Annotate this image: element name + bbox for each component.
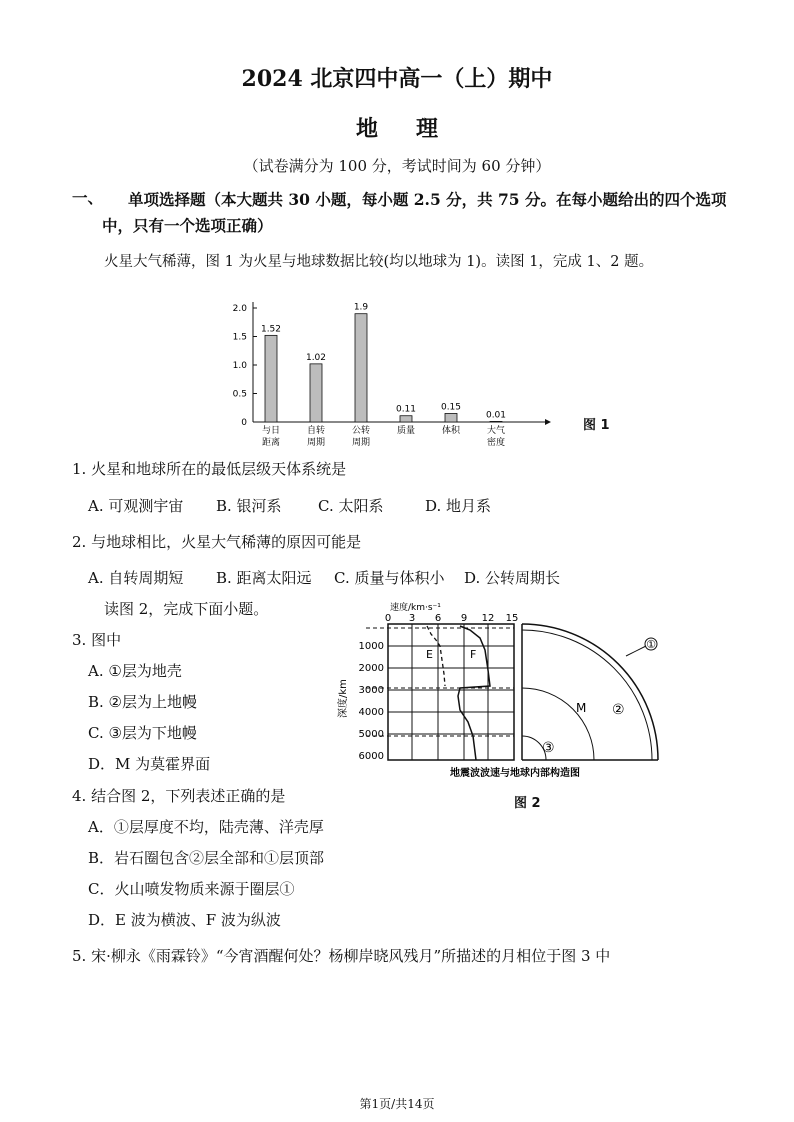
fig2-y-tick: 1000 (358, 641, 384, 652)
question-2-option-a[interactable]: A. 自转周期短 (88, 569, 184, 587)
question-3-option-b[interactable]: B. ②层为上地幔 (88, 693, 198, 711)
question-2-option-b[interactable]: B. 距离太阳远 (216, 569, 312, 587)
fig2-e-label: E (426, 648, 433, 661)
fig2-layer1-label: ① (646, 638, 656, 651)
fig1-category-label: 大气 (486, 426, 506, 436)
question-intro: 火星大气稀薄，图 1 为火星与地球数据比较(均以地球为 1)。读图 1，完成 1、2 题。 (104, 254, 654, 270)
fig1-y-tick-label: 0 (241, 418, 247, 428)
fig1-bar (445, 413, 457, 422)
fig1-bar-value-label: 0.15 (440, 402, 462, 413)
question-3-option-a[interactable]: A. ①层为地壳 (88, 662, 182, 680)
fig2-y-tick: 5000 (358, 729, 384, 740)
question-3-option-c[interactable]: C. ③层为下地幔 (88, 724, 197, 742)
fig2-y-tick: 4000 (358, 707, 384, 718)
fig1-bar-value-label: 0.11 (395, 404, 417, 415)
fig2-y-tick: 3000 (358, 685, 384, 696)
read-figure2-instruction: 读图 2，完成下面小题。 (104, 600, 269, 618)
fig1-bar (490, 421, 502, 422)
fig1-category-label: 体积 (441, 426, 461, 436)
fig1-bar (310, 364, 322, 422)
fig1-bar-value-label: 1.9 (353, 302, 369, 313)
paper-title: 2024 北京四中高一（上）期中 (241, 66, 553, 92)
question-4-option-b[interactable]: B．岩石圈包含②层全部和①层顶部 (88, 849, 325, 867)
question-5-stem: 5. 宋·柳永《雨霖铃》“今宵酒醒何处？杨柳岸晓风残月”所描述的月相位于图 3 中 (72, 947, 611, 965)
fig1-y-tick-label: 2.0 (232, 304, 247, 314)
fig1-category-label: 周期 (306, 438, 326, 448)
question-3-stem: 3. 图中 (72, 631, 122, 649)
figure1-caption: 图 1 (583, 418, 610, 433)
fig2-layer3-label: ③ (542, 740, 555, 756)
fig2-grid (388, 624, 514, 760)
fig2-layer2-label: ② (612, 702, 625, 718)
question-4-option-a[interactable]: A．①层厚度不均，陆壳薄、洋壳厚 (88, 818, 324, 836)
page-footer: 第1页/共14页 (359, 1097, 435, 1111)
fig2-x-tick: 15 (505, 613, 519, 624)
question-1-option-a[interactable]: A. 可观测宇宙 (88, 497, 184, 515)
fig1-bar-value-label: 0.01 (485, 410, 507, 421)
fig2-x-axis-label: 速度/km·s⁻¹ (390, 603, 441, 613)
fig1-y-tick-label: 1.0 (232, 361, 247, 371)
question-2-stem: 2. 与地球相比，火星大气稀薄的原因可能是 (72, 533, 362, 551)
fig2-y-axis-label: 深度/km (338, 679, 349, 718)
question-2-option-d[interactable]: D. 公转周期长 (464, 569, 561, 587)
exam-note: （试卷满分为 100 分，考试时间为 60 分钟） (243, 157, 551, 175)
section-heading-line1: 单项选择题（本大题共 30 小题，每小题 2.5 分，共 75 分。在每小题给出的四个选项 (128, 190, 727, 209)
fig2-inner-caption: 地震波波速与地球内部构造图 (450, 768, 580, 779)
figure2-caption: 图 2 (514, 796, 541, 811)
fig1-y-tick-label: 0.5 (232, 389, 247, 400)
fig1-y-tick-label: 1.5 (232, 332, 247, 343)
question-1-stem: 1. 火星和地球所在的最低层级天体系统是 (72, 460, 347, 478)
fig1-category-label: 密度 (486, 438, 506, 448)
fig1-category-label: 质量 (396, 426, 416, 436)
fig2-x-tick: 3 (408, 613, 416, 624)
paper-subject: 地理 (355, 116, 476, 142)
question-1-option-b[interactable]: B. 银河系 (216, 497, 282, 515)
fig1-bar (400, 416, 412, 422)
fig1-x-axis-arrow (545, 419, 551, 425)
fig1-bar (355, 314, 367, 422)
question-2-option-c[interactable]: C. 质量与体积小 (334, 569, 445, 587)
question-1-option-c[interactable]: C. 太阳系 (318, 497, 384, 515)
fig2-y-tick: 2000 (358, 663, 384, 674)
question-4-stem: 4. 结合图 2，下列表述正确的是 (72, 787, 286, 805)
figure2-earth-structure-diagram (330, 600, 700, 785)
question-3-option-d[interactable]: D．M 为莫霍界面 (88, 755, 211, 773)
fig1-category-label: 公转 (351, 426, 371, 436)
fig1-bar-value-label: 1.52 (260, 324, 282, 335)
fig2-x-tick: 0 (384, 613, 392, 624)
fig2-y-tick: 6000 (358, 751, 384, 762)
question-4-option-d[interactable]: D．E 波为横波、F 波为纵波 (88, 911, 281, 929)
fig2-x-tick: 6 (434, 613, 442, 624)
fig1-category-label: 周期 (351, 438, 371, 448)
fig1-category-label: 距离 (261, 438, 281, 448)
question-4-option-c[interactable]: C．火山喷发物质来源于圈层① (88, 880, 295, 898)
fig1-bar (265, 335, 277, 422)
figure1-bar-chart (215, 298, 555, 458)
fig2-m-label: M (576, 701, 587, 715)
fig2-layer1-pointer (626, 646, 646, 656)
fig2-f-label: F (470, 648, 477, 661)
section-number: 一、 (72, 188, 104, 207)
section-heading-line2: 中，只有一个选项正确） (102, 216, 273, 235)
fig2-x-tick: 9 (460, 613, 468, 624)
fig1-category-label: 自转 (306, 426, 326, 436)
fig2-x-tick: 12 (481, 613, 495, 624)
question-1-option-d[interactable]: D. 地月系 (425, 497, 492, 515)
fig1-category-label: 与日 (261, 426, 281, 436)
fig1-bar-value-label: 1.02 (305, 352, 327, 363)
